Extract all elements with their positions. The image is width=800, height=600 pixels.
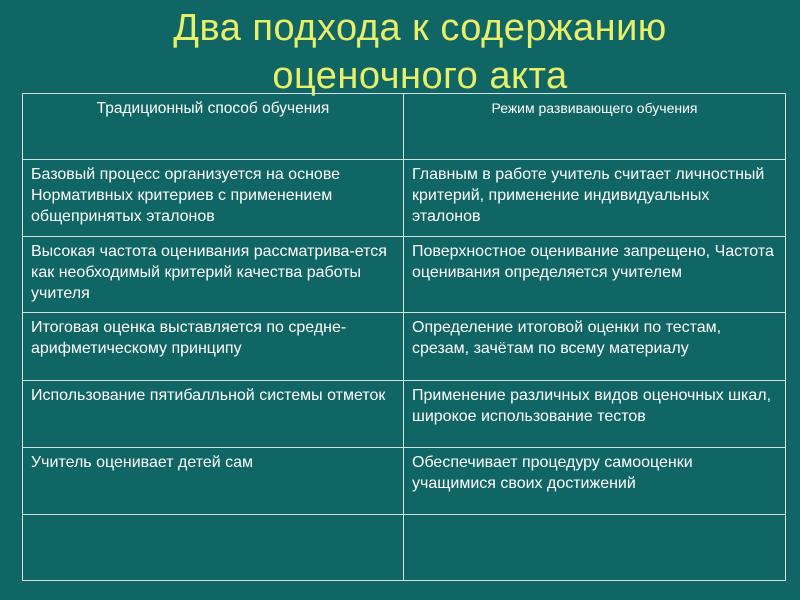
cell-traditional: Базовый процесс организуется на основе Нормативных критериев с применением общепринятых эталонов	[23, 160, 404, 237]
header-developmental: Режим развивающего обучения	[404, 94, 786, 160]
cell-developmental: Применение различных видов оценочных шкал, широкое использование тестов	[404, 381, 786, 448]
table-header-row	[23, 94, 786, 160]
cell-developmental-empty	[404, 515, 786, 581]
cell-developmental: Обеспечивает процедуру самооценки учащимися своих достижений	[404, 448, 786, 515]
comparison-table	[22, 93, 786, 581]
table-row	[23, 313, 786, 381]
cell-developmental: Поверхностное оценивание запрещено, Частота оценивания определяется учителем	[404, 237, 786, 313]
title-line-1: Два подхода к содержанию	[173, 7, 667, 49]
cell-traditional: Использование пятибалльной системы отметок	[23, 381, 404, 448]
table-row	[23, 448, 786, 515]
slide-title	[0, 4, 800, 100]
table-row	[23, 381, 786, 448]
table-row-empty	[23, 515, 786, 581]
title-line-2: оценочного акта	[272, 55, 568, 97]
table-row	[23, 237, 786, 313]
cell-traditional-empty	[23, 515, 404, 581]
cell-developmental: Определение итоговой оценки по тестам, срезам, зачётам по всему материалу	[404, 313, 786, 381]
cell-traditional: Итоговая оценка выставляется по средне-арифметическому принципу	[23, 313, 404, 381]
header-traditional: Традиционный способ обучения	[23, 94, 404, 160]
cell-developmental: Главным в работе учитель считает личностный критерий, применение индивидуальных эталонов	[404, 160, 786, 237]
cell-traditional: Высокая частота оценивания рассматрива-ется как необходимый критерий качества работы учителя	[23, 237, 404, 313]
cell-traditional: Учитель оценивает детей сам	[23, 448, 404, 515]
table-row	[23, 160, 786, 237]
